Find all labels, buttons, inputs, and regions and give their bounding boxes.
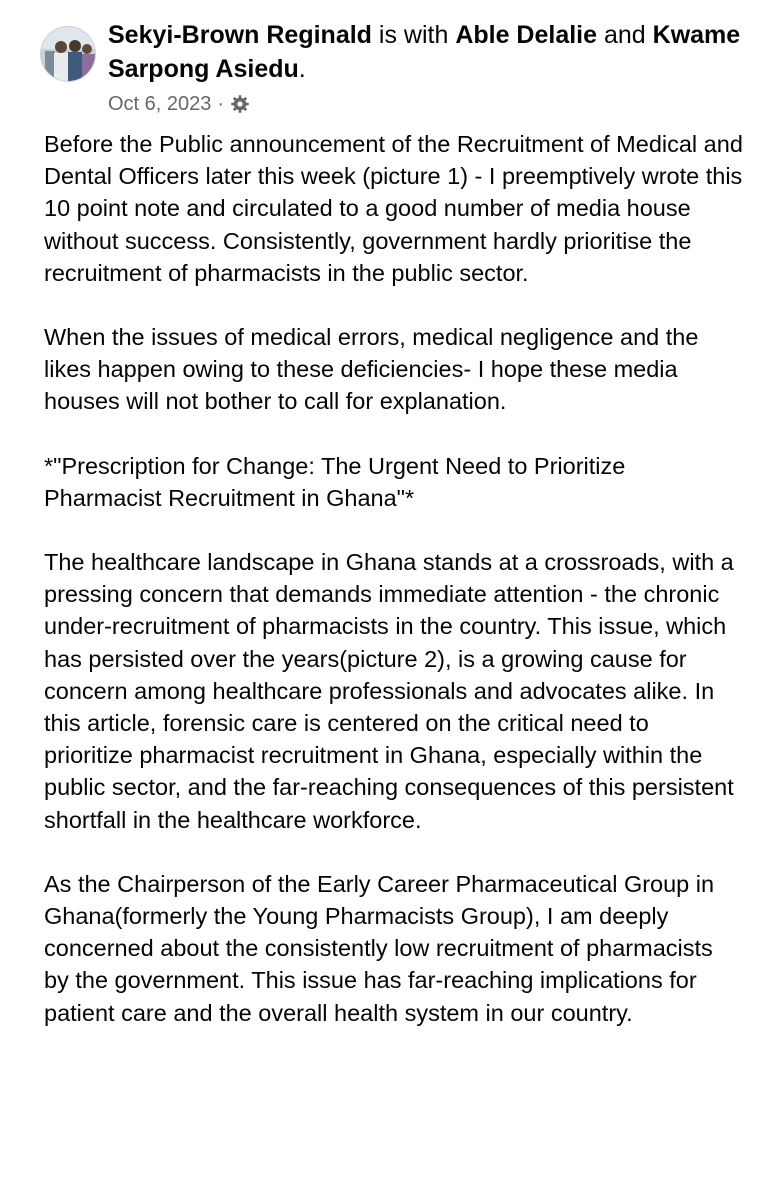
post-date-link[interactable]: Oct 6, 2023 [108, 93, 212, 115]
tagged-user-link[interactable]: Kwame Sarpong Asiedu [108, 21, 741, 83]
tagged-user-link[interactable]: Able Delalie [455, 21, 598, 49]
and-text: and [597, 21, 653, 49]
meta-separator: · [217, 93, 225, 115]
post-meta [108, 91, 250, 117]
post-body [44, 128, 744, 1061]
gear-icon[interactable] [230, 94, 250, 114]
post-header-text [108, 18, 748, 86]
post-paragraph: The healthcare landscape in Ghana stands at a crossroads, with a pressing concern that demands immediate attention - the chronic under-recruitment of pharmacists in the country. This issue, which has persisted over the years(picture 2), is a growing cause for concern among healthcare professionals and advocates alike. In this article, forensic care is centered on the critical need to prioritize pharmacist recruitment in Ghana, especially within the public sector, and the far-reaching consequences of this persistent shortfall in the healthcare workforce. [44, 549, 734, 833]
post-paragraph: Before the Public announcement of the Recruitment of Medical and Dental Officers later this week (picture 1) - I preemptively wrote this 10 point note and circulated to a good number of media house without success. Consistently, government hardly prioritise the recruitment of pharmacists in the public sector. [44, 131, 743, 286]
author-name-link[interactable]: Sekyi-Brown Reginald [108, 21, 372, 49]
post-paragraph: *"Prescription for Change: The Urgent Need to Prioritize Pharmacist Recruitment in Ghana"* [44, 452, 626, 511]
avatar[interactable] [40, 26, 96, 82]
post-paragraph: When the issues of medical errors, medical negligence and the likes happen owing to these deficiencies- I hope these media houses will not bother to call for explanation. [44, 324, 699, 415]
is-with-text: is with [371, 21, 456, 49]
post-paragraph: As the Chairperson of the Early Career Pharmaceutical Group in Ghana(formerly the Young Pharmacists Group), I am deeply concerned about the consistently low recruitment of pharmacists by the government. This issue has far-reaching implications for patient care and the overall health system in our country. [44, 870, 715, 1026]
period-text: . [298, 55, 306, 83]
avatar-photo-icon [41, 27, 95, 81]
